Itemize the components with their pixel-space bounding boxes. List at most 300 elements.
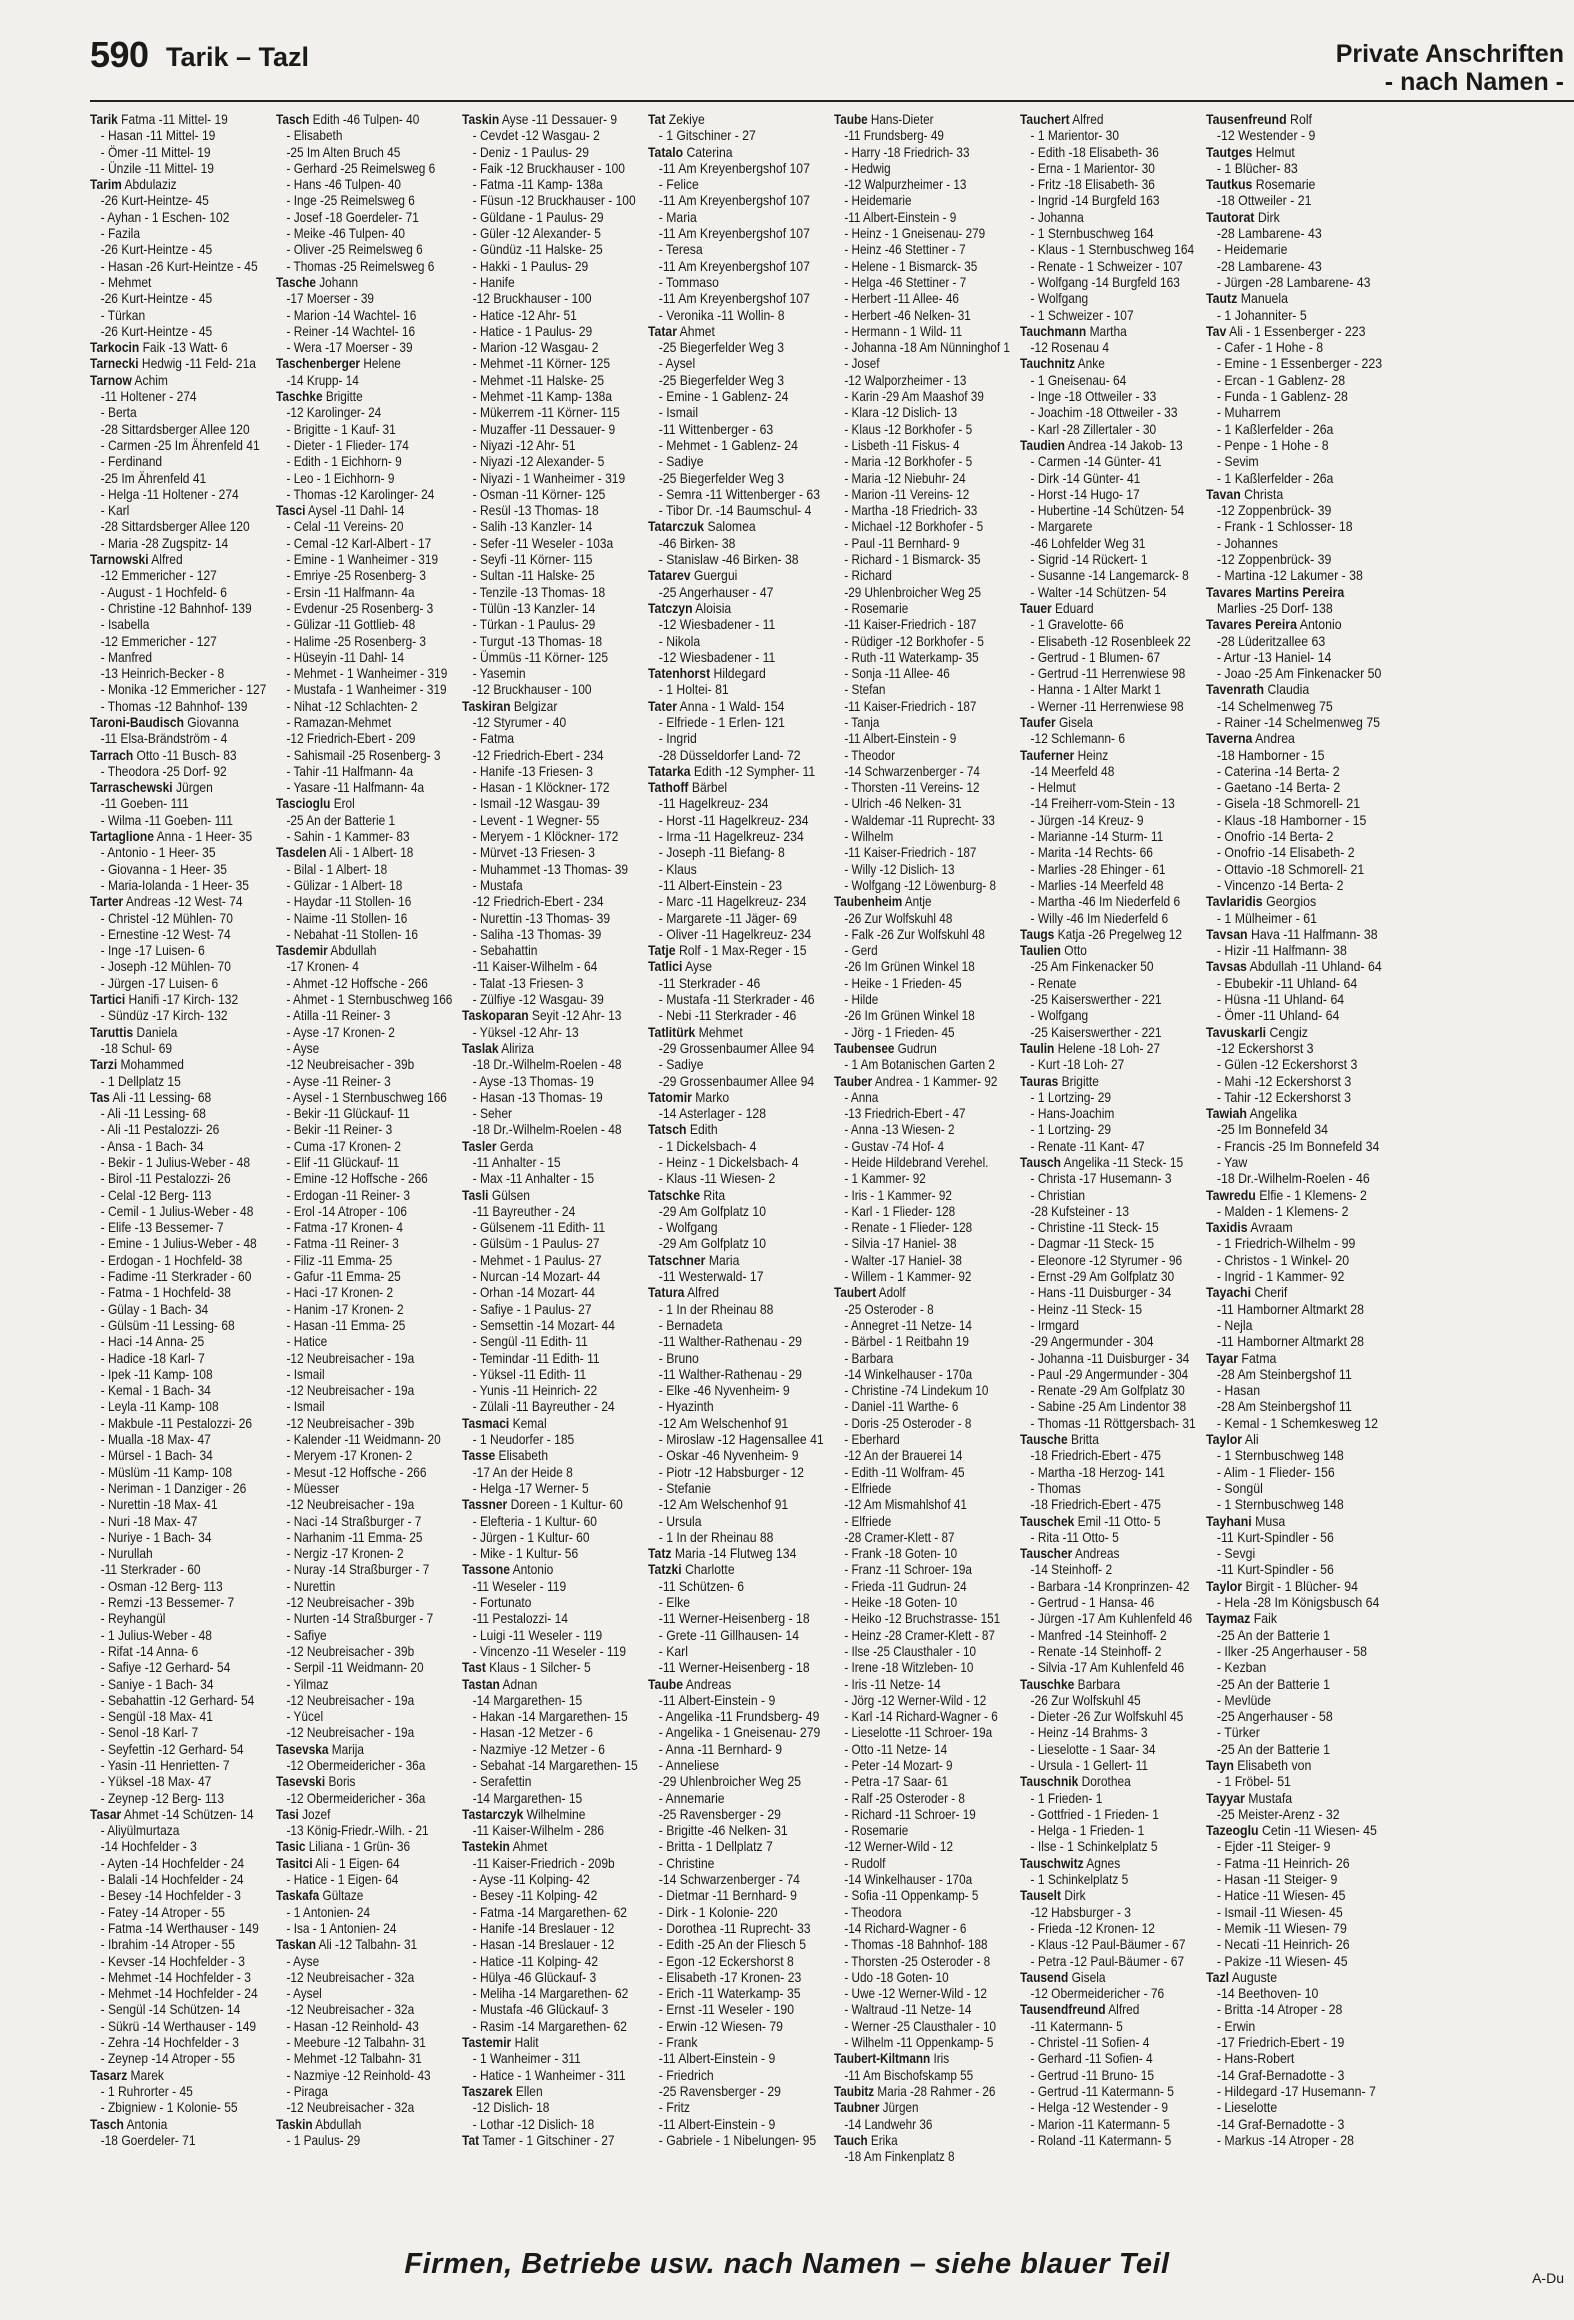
surname-entry: [1206, 1611, 1382, 1627]
sub-entry: - Dieter - 1 Flieder- 174: [286, 437, 409, 453]
sub-entry: - Ersin -11 Halfmann- 4a: [286, 584, 415, 600]
entry-detail: Mehmet: [695, 1024, 743, 1040]
surname-entry: [1020, 1074, 1196, 1090]
sub-entry: - Iris - 1 Kammer- 92: [844, 1187, 952, 1203]
sub-entry: - 1 Kaßlerfelder - 26a: [1216, 421, 1334, 437]
entry-detail: Gülsen: [488, 1187, 530, 1203]
surname: Taylor: [1206, 1432, 1243, 1448]
sub-entry: - Klaus -18 Hamborner - 15: [1216, 812, 1367, 828]
sub-entry: - Hatice: [286, 1334, 328, 1350]
sub-entry: - Elisabeth -17 Kronen- 23: [658, 1969, 802, 1985]
surname: Tauferner: [1020, 747, 1075, 763]
sub-entry: - Yasin -11 Henrietten- 7: [100, 1757, 230, 1773]
surname: Tasdemir: [276, 943, 328, 959]
sub-entry: - Mustafa: [472, 877, 523, 893]
sub-entry: -12 Wiesbadener - 11: [658, 617, 776, 633]
sub-entry: - Müslüm -11 Kamp- 108: [100, 1464, 233, 1480]
sub-entry: - Fazila: [100, 226, 141, 242]
sub-entry: - Falk -26 Zur Wolfskuhl 48: [844, 926, 985, 942]
sub-entry: - Tenzile -13 Thomas- 18: [472, 584, 606, 600]
sub-entry: - Nurettin -18 Max- 41: [100, 1497, 218, 1513]
sub-entry: -12 Zoppenbrück- 39: [1216, 552, 1332, 568]
sub-entry: - Ulrich -46 Nelken- 31: [844, 796, 962, 812]
sub-entry: - Hakan -14 Margarethen- 15: [472, 1709, 628, 1725]
sub-entry: - Hizir -11 Halfmann- 38: [1216, 943, 1347, 959]
sub-entry: - Heide Hildebrand Verehel.: [844, 1155, 989, 1170]
sub-entry: - Artur -13 Haniel- 14: [1216, 649, 1332, 665]
surname-entry: [1020, 1546, 1196, 1562]
sub-entry: - Birol -11 Pestalozzi- 26: [100, 1171, 231, 1187]
sub-entry: -28 Am Steinbergshof 11: [1216, 1366, 1352, 1382]
sub-entry: - Wilma -11 Goeben- 111: [100, 812, 233, 828]
sub-entry: - Lieselotte -11 Schroer- 19a: [844, 1725, 993, 1741]
sub-entry: - Christian: [1030, 1187, 1086, 1203]
sub-entry: - Turgut -13 Thomas- 18: [472, 633, 603, 649]
sub-entry: - Gerhard -25 Reimelsweg 6: [286, 160, 436, 176]
entry-detail: Fatma: [1237, 1350, 1277, 1366]
sub-entry: - Nurettin: [286, 1578, 336, 1594]
entry-detail: Klaus - 1 Silcher- 5: [485, 1660, 591, 1676]
sub-entry: - Heinz - 1 Gneisenau- 279: [844, 226, 986, 242]
sub-entry: -28 Cramer-Klett - 87: [844, 1529, 955, 1545]
sub-entry: - Senol -18 Karl- 7: [100, 1725, 199, 1741]
sub-entry: - Iris -11 Netze- 14: [844, 1676, 941, 1692]
entry-detail: Musa: [1251, 1513, 1286, 1529]
sub-entry: - Barbara: [844, 1350, 894, 1366]
sub-entry: - Ayse -17 Kronen- 2: [286, 1024, 395, 1040]
sub-entry: - Thorsten -25 Osteroder - 8: [844, 1953, 991, 1969]
sub-entry: -28 Sittardsberger Allee 120: [100, 519, 250, 535]
sub-entry: - 1 Lortzing- 29: [1030, 1122, 1112, 1138]
entry-detail: Dirk: [1061, 1888, 1086, 1904]
sub-entry: -14 Schwarzenberger - 74: [844, 763, 980, 779]
surname: Taxidis: [1206, 1220, 1248, 1236]
sub-entry: - Nurten -14 Straßburger - 7: [286, 1611, 434, 1627]
sub-entry: - Hubertine -14 Schützen- 54: [1030, 503, 1185, 519]
sub-entry: - Nuray -14 Straßburger - 7: [286, 1562, 430, 1578]
sub-entry: - Salih -13 Kanzler- 14: [472, 519, 593, 535]
surname-entry: [90, 715, 266, 731]
entry-detail: Maria: [705, 1252, 740, 1268]
sub-entry: - Brigitte -46 Nelken- 31: [658, 1823, 788, 1839]
sub-entry: - Annemarie: [658, 1790, 725, 1806]
sub-entry: - Antonio - 1 Heer- 35: [100, 845, 216, 861]
entry-detail: Alfred: [1105, 2002, 1140, 2018]
sub-entry: - Horst -11 Hagelkreuz- 234: [658, 812, 809, 828]
sub-entry: - Christa -17 Husemann- 3: [1030, 1171, 1172, 1187]
sub-entry: - Mehmet: [100, 274, 152, 290]
sub-entry: - Bekir - 1 Julius-Weber - 48: [100, 1155, 251, 1170]
sub-entry: - 1 Dickelsbach- 4: [658, 1138, 757, 1154]
sub-entry: -12 Obermeidericher - 76: [1030, 1986, 1165, 2002]
surname: Taskoparan: [462, 1008, 529, 1024]
surname-entry: [1206, 1579, 1382, 1595]
entry-detail: Belgizar: [510, 698, 558, 714]
sub-entry: -28 Kufsteiner - 13: [1030, 1203, 1129, 1219]
sub-entry: - Erdogan -11 Reiner- 3: [286, 1187, 411, 1203]
sub-entry: - Helga - 1 Frieden- 1: [1030, 1823, 1145, 1839]
surname: Tatlitürk: [648, 1024, 696, 1040]
sub-entry: - Udo -18 Goten- 10: [844, 1969, 949, 1985]
sub-entry: - Lieselotte - 1 Saar- 34: [1030, 1741, 1156, 1757]
surname-entry: [462, 1188, 638, 1204]
sub-entry: -12 Habsburger - 3: [1030, 1904, 1131, 1920]
sub-entry: -25 An der Batterie 1: [1216, 1741, 1331, 1757]
sub-entry: - Anna -13 Wiesen- 2: [844, 1122, 955, 1138]
sub-entry: - Temindar -11 Edith- 11: [472, 1350, 600, 1366]
sub-entry: - Meebure -12 Talbahn- 31: [286, 2035, 426, 2051]
sub-entry: - 1 Kaßlerfelder - 26a: [1216, 470, 1334, 486]
sub-entry: - Fritz: [658, 2100, 690, 2116]
sub-entry: - Ursula - 1 Gellert- 11: [1030, 1757, 1149, 1773]
sub-entry: - Inge -17 Luisen- 6: [100, 943, 205, 959]
sub-entry: - Fatma -11 Reiner- 3: [286, 1236, 399, 1252]
sub-entry: -18 Dr.-Wilhelm-Roelen - 48: [472, 1122, 622, 1138]
sub-entry: -11 Katermann- 5: [1030, 2018, 1123, 2034]
sub-entry: - Niyazi - 1 Wanheimer - 319: [472, 470, 626, 486]
sub-entry: - Eleonore -12 Styrumer - 96: [1030, 1252, 1183, 1268]
sub-entry: - Maria -12 Borkhofer - 5: [844, 454, 973, 470]
sub-entry: - Onofrio -14 Elisabeth- 2: [1216, 845, 1355, 861]
surname: Taroni-Baudisch: [90, 714, 184, 730]
surname: Tayachi: [1206, 1285, 1252, 1301]
surname: Tayn: [1206, 1757, 1234, 1773]
entry-detail: Heinz: [1074, 747, 1109, 763]
entry-detail: Dorothea: [1078, 1774, 1131, 1790]
surname-entry: [834, 2133, 1010, 2149]
surname-entry: [1020, 1155, 1196, 1171]
entry-detail: Marko: [691, 1089, 730, 1105]
sub-entry: -12 Neubreisacher - 32a: [286, 2002, 415, 2018]
surname: Tatenhorst: [648, 666, 711, 682]
sub-entry: - Joseph -11 Biefang- 8: [658, 845, 785, 861]
sub-entry: - 1 Gravelotte- 66: [1030, 617, 1124, 633]
sub-entry: - Ansa - 1 Bach- 34: [100, 1138, 204, 1154]
sub-entry: - Haydar -11 Stollen- 16: [286, 894, 412, 910]
sub-entry: - Mahi -12 Eckershorst 3: [1216, 1073, 1352, 1089]
sub-entry: - Hasan -11 Emma- 25: [286, 1317, 406, 1333]
sub-entry: - Ahmet -12 Hoffsche - 266: [286, 975, 428, 991]
entry-detail: Ali -12 Talbahn- 31: [315, 1937, 418, 1953]
surname-entry: [648, 959, 824, 975]
sub-entry: - Nergiz -17 Kronen- 2: [286, 1546, 404, 1562]
surname-entry: [90, 2117, 266, 2133]
sub-entry: - Aysel: [286, 1986, 322, 2002]
surname-entry: [462, 2035, 638, 2051]
sub-entry: - Bekir -11 Reiner- 3: [286, 1122, 393, 1138]
sub-entry: -14 Hochfelder - 3: [100, 1839, 197, 1855]
surname: Tassner: [462, 1497, 508, 1513]
sub-entry: - Kalender -11 Weidmann- 20: [286, 1432, 441, 1448]
sub-entry: - Mustafa -11 Sterkrader - 46: [658, 992, 815, 1008]
surname-entry: [462, 699, 638, 715]
sub-entry: - Thorsten -11 Vereins- 12: [844, 780, 980, 796]
sub-entry: -11 Kaiser-Wilhelm - 286: [472, 1823, 605, 1839]
sub-entry: - Celal -11 Vereins- 20: [286, 519, 404, 535]
sub-entry: - Christine -11 Steck- 15: [1030, 1220, 1159, 1236]
sub-entry: -11 Werner-Heisenberg - 18: [658, 1660, 810, 1676]
sub-entry: - Ferdinand: [100, 454, 163, 470]
surname: Taszarek: [462, 2083, 513, 2099]
sub-entry: - Zülfiye -12 Wasgau- 39: [472, 992, 604, 1008]
sub-entry: - Heidemarie: [1216, 242, 1288, 258]
sub-entry: - Saniye - 1 Bach- 34: [100, 1676, 214, 1692]
sub-entry: - August - 1 Hochfeld- 6: [100, 584, 227, 600]
sub-entry: - Meike -46 Tulpen- 40: [286, 226, 405, 242]
surname: Tausche: [1020, 1432, 1068, 1448]
sub-entry: - Serpil -11 Weidmann- 20: [286, 1660, 424, 1676]
sub-entry: - Ramazan-Mehmet: [286, 714, 392, 730]
surname-entry: [462, 1448, 638, 1464]
sub-entry: - Levent - 1 Wegner- 55: [472, 812, 600, 828]
sub-entry: - Evdenur -25 Rosenberg- 3: [286, 600, 434, 616]
sub-entry: - Anna -11 Bernhard- 9: [658, 1741, 783, 1757]
sub-entry: - Hasan -12 Reinhold- 43: [286, 2018, 419, 2034]
entry-detail: Ayse: [682, 959, 713, 975]
entry-detail: Andrea - 1 Kammer- 92: [872, 1073, 998, 1089]
sub-entry: -11 Anhalter - 15: [472, 1155, 561, 1170]
sub-entry: - Ilse - 1 Schinkelplatz 5: [1030, 1839, 1158, 1855]
entry-detail: Cherif: [1251, 1285, 1288, 1301]
sub-entry: - Yücel: [286, 1709, 324, 1725]
surname: Tayyar: [1206, 1790, 1245, 1806]
entry-detail: Britta: [1067, 1432, 1099, 1448]
sub-entry: - Jörg -12 Werner-Wild - 12: [844, 1692, 987, 1708]
sub-entry: - Thomas -12 Karolinger- 24: [286, 486, 435, 502]
surname: Tauchmann: [1020, 323, 1087, 339]
sub-entry: -28 Sittardsberger Allee 120: [100, 421, 250, 437]
surname: Tasch: [90, 2116, 124, 2132]
surname-entry: [648, 1122, 824, 1138]
entry-detail: Gerda: [496, 1138, 534, 1154]
sub-entry: - Besey -11 Kolping- 42: [472, 1888, 598, 1904]
surname: Taudien: [1020, 437, 1065, 453]
sub-entry: - Vincenzo -14 Berta- 2: [1216, 877, 1344, 893]
sub-entry: - Edith -18 Elisabeth- 36: [1030, 144, 1159, 160]
sub-entry: -17 Moerser - 39: [286, 291, 375, 307]
surname-entry: [648, 1677, 824, 1693]
sub-entry: -14 Schwarzenberger - 74: [658, 1872, 800, 1888]
sub-entry: - Safiye - 1 Paulus- 27: [472, 1301, 592, 1317]
sub-entry: - Carmen -25 Im Ährenfeld 41: [100, 437, 260, 453]
surname: Tavlaridis: [1206, 894, 1263, 910]
sub-entry: - Ibrahim -14 Atroper - 55: [100, 1937, 235, 1953]
sub-entry: -11 Albert-Einstein - 9: [658, 2116, 776, 2132]
sub-entry: - Max -11 Anhalter - 15: [472, 1171, 595, 1187]
sub-entry: - Sebahat -14 Margarethen- 15: [472, 1757, 638, 1773]
entry-detail: Elfie - 1 Klemens- 2: [1255, 1187, 1367, 1203]
entry-detail: Andrea -14 Jakob- 13: [1064, 437, 1183, 453]
sub-entry: - Silvia -17 Haniel- 38: [844, 1236, 957, 1252]
sub-entry: - Ernst -29 Am Golfplatz 30: [1030, 1269, 1175, 1285]
entry-detail: Anna - 1 Wald- 154: [676, 698, 785, 714]
entry-detail: Ali - 1 Essenberger - 223: [1226, 323, 1366, 339]
sub-entry: - Fatey -14 Atroper - 55: [100, 1904, 225, 1920]
sub-entry: - Cemal -12 Karl-Albert - 17: [286, 535, 432, 551]
surname: Taslak: [462, 1040, 499, 1056]
sub-entry: - Sonja -11 Allee- 46: [844, 666, 950, 682]
sub-entry: -11 Kaiser-Friedrich - 209b: [472, 1855, 615, 1871]
sub-entry: - Elisabeth -12 Rosenbleek 22: [1030, 633, 1191, 649]
sub-entry: - Gertrud -11 Katermann- 5: [1030, 2083, 1174, 2099]
surname-entry: [90, 992, 266, 1008]
sub-entry: - Piotr -12 Habsburger - 12: [658, 1464, 804, 1480]
sub-entry: - Hatice -11 Kolping- 42: [472, 1953, 599, 1969]
sub-entry: - Renate -11 Kant- 47: [1030, 1138, 1145, 1154]
surname-entry: [276, 943, 452, 959]
entry-detail: Ahmet: [509, 1839, 548, 1855]
surname-entry: [1020, 1774, 1196, 1790]
sub-entry: - Elife -13 Bessemer- 7: [100, 1220, 224, 1236]
sub-entry: - Angelika -11 Frundsberg- 49: [658, 1709, 820, 1725]
sub-entry: - Ernst -11 Weseler - 190: [658, 2002, 795, 2018]
sub-entry: - Hülya -46 Glückauf- 3: [472, 1969, 597, 1985]
sub-entry: -11 Am Kreyenbergshof 107: [658, 291, 810, 307]
sub-entry: - Helene - 1 Bismarck- 35: [844, 258, 978, 274]
surname: Tautges: [1206, 144, 1253, 160]
entry-detail: Gudrun: [894, 1040, 937, 1056]
surname-entry: [648, 112, 824, 128]
surname-entry: [1020, 1856, 1196, 1872]
sub-entry: - Theodor: [844, 747, 895, 763]
surname-entry: [1206, 112, 1382, 128]
sub-entry: - Emine - 1 Wanheimer - 319: [286, 552, 439, 568]
sub-entry: -11 Albert-Einstein - 9: [844, 209, 957, 225]
sub-entry: - Stanislaw -46 Birken- 38: [658, 552, 799, 568]
sub-entry: -12 Am Welschenhof 91: [658, 1497, 789, 1513]
surname: Tavares Martins Pereira: [1206, 584, 1345, 600]
sub-entry: - Joseph -12 Mühlen- 70: [100, 959, 231, 975]
sub-entry: - Funda - 1 Gablenz- 28: [1216, 389, 1348, 405]
sub-entry: - Hans-Joachim: [1030, 1106, 1115, 1122]
sub-entry: - Barbara -14 Kronprinzen- 42: [1030, 1578, 1190, 1594]
sub-entry: - Carmen -14 Günter- 41: [1030, 454, 1162, 470]
surname-entry: [834, 894, 1010, 910]
surname: Tauschke: [1020, 1676, 1075, 1692]
sub-entry: - Grete -11 Gillhausen- 14: [658, 1627, 799, 1643]
surname-entry: [90, 373, 266, 389]
sub-entry: - Alim - 1 Flieder- 156: [1216, 1464, 1335, 1480]
sub-entry: - Elfriede: [844, 1480, 892, 1496]
sub-entry: - Elke -46 Nyvenheim- 9: [658, 1383, 790, 1399]
directory-column: [1020, 112, 1196, 2212]
surname-entry: [648, 1025, 824, 1041]
surname: Tasarz: [90, 2067, 128, 2083]
surname: Tauer: [1020, 600, 1052, 616]
entry-detail: Tamer - 1 Gitschiner - 27: [479, 2132, 615, 2148]
sub-entry: - Tommaso: [658, 274, 719, 290]
surname-entry: [648, 1090, 824, 1106]
directory-column: [462, 112, 638, 2212]
sub-entry: - Hans-Robert: [1216, 2051, 1295, 2067]
surname: Taubert-Kiltmann: [834, 2051, 931, 2067]
surname-entry: [90, 356, 266, 372]
sub-entry: - Hasan -12 Metzer - 6: [472, 1725, 593, 1741]
sub-entry: - Elfriede - 1 Erlen- 121: [658, 714, 785, 730]
sub-entry: - Klaus - 1 Sternbuschweg 164: [1030, 242, 1195, 258]
entry-detail: Antonio: [1296, 617, 1342, 633]
sub-entry: -11 Sterkrader - 46: [658, 975, 761, 991]
entry-detail: Cengiz: [1266, 1024, 1308, 1040]
page-number: 590: [90, 34, 149, 75]
sub-entry: - Hasan -11 Mittel- 19: [100, 128, 216, 144]
sub-entry: - Erdogan - 1 Hochfeld- 38: [100, 1252, 243, 1268]
sub-entry: - Thomas -18 Bahnhof- 188: [844, 1937, 988, 1953]
sub-entry: - Felice: [658, 177, 699, 193]
sub-entry: - Johannes: [1216, 535, 1278, 551]
surname-entry: [90, 1057, 266, 1073]
entry-detail: Rolf: [1286, 112, 1312, 127]
sub-entry: -29 Uhlenbroicher Weg 25: [658, 1774, 802, 1790]
sub-entry: - Bernadeta: [658, 1317, 723, 1333]
sub-entry: - Rita -11 Otto- 5: [1030, 1529, 1119, 1545]
sub-entry: - Semra -11 Wittenberger - 63: [658, 486, 821, 502]
sub-entry: - Emine - 1 Gablenz- 24: [658, 389, 789, 405]
sub-entry: - Aysel: [658, 356, 696, 372]
entry-detail: Johann: [315, 274, 359, 290]
surname: Tast: [462, 1660, 486, 1676]
surname: Tasse: [462, 1448, 496, 1464]
sub-entry: -12 Neubreisacher - 19a: [286, 1383, 415, 1399]
sub-entry: -12 Neubreisacher - 39b: [286, 1643, 415, 1659]
surname-entry: [1206, 1432, 1382, 1448]
sub-entry: - Mehmet - 1 Paulus- 27: [472, 1252, 602, 1268]
entry-detail: Iris: [930, 2051, 950, 2067]
sub-entry: -11 Am Kreyenbergshof 107: [658, 193, 810, 209]
surname: Tauber: [834, 1073, 873, 1089]
sub-entry: - Elif -11 Glückauf- 11: [286, 1155, 400, 1170]
sub-entry: - Anneliese: [658, 1757, 720, 1773]
sub-entry: - Orhan -14 Mozart- 44: [472, 1285, 595, 1301]
sub-entry: - Thomas -11 Röttgersbach- 31: [1030, 1415, 1196, 1431]
sub-entry: -18 Dr.-Wilhelm-Roelen - 46: [1216, 1171, 1370, 1187]
sub-entry: - Ercan - 1 Gablenz- 28: [1216, 372, 1346, 388]
sub-entry: -11 Albert-Einstein - 9: [844, 731, 957, 747]
sub-entry: -12 Emmericher - 127: [100, 568, 217, 584]
sub-entry: - Talat -13 Friesen- 3: [472, 975, 584, 991]
sub-entry: - 1 In der Rheinau 88: [658, 1301, 774, 1317]
surname: Taube: [834, 112, 868, 127]
sub-entry: -12 Friedrich-Ebert - 234: [472, 747, 604, 763]
entry-detail: Alfred: [1069, 112, 1104, 127]
sub-entry: - Christel -12 Mühlen- 70: [100, 910, 233, 926]
surname-entry: [1020, 1677, 1196, 1693]
sub-entry: - 1 Blücher- 83: [1216, 160, 1298, 176]
sub-entry: - Wolfgang: [658, 1220, 718, 1236]
sub-entry: - Besey -14 Hochfelder - 3: [100, 1888, 241, 1904]
sub-entry: - Inge -18 Ottweiler - 33: [1030, 389, 1157, 405]
surname-entry: [276, 845, 452, 861]
sub-entry: - Cevdet -12 Wasgau- 2: [472, 128, 600, 144]
sub-entry: -28 Lambarene- 43: [1216, 226, 1322, 242]
sub-entry: - Walter -14 Schützen- 54: [1030, 584, 1167, 600]
sub-entry: - Wolfgang -12 Löwenburg- 8: [844, 877, 997, 893]
sub-entry: -11 Albert-Einstein - 23: [658, 877, 783, 893]
sub-entry: - 1 Schinkelplatz 5: [1030, 1872, 1129, 1888]
entry-detail: Emil -11 Otto- 5: [1074, 1513, 1161, 1529]
surname-entry: [1206, 1970, 1382, 1986]
surname-entry: [1206, 1106, 1382, 1122]
sub-entry: - Klaus -12 Paul-Bäumer - 67: [1030, 1937, 1186, 1953]
sub-entry: -12 Neubreisacher - 19a: [286, 1350, 415, 1366]
surname-entry: [1206, 894, 1382, 910]
sub-entry: -12 Neubreisacher - 19a: [286, 1692, 415, 1708]
sub-entry: -14 Landwehr 36: [844, 2116, 933, 2132]
sub-entry: - Helmut: [1030, 780, 1076, 796]
sub-entry: - Oskar -46 Nyvenheim- 9: [658, 1448, 799, 1464]
sub-entry: - Joachim -18 Ottweiler - 33: [1030, 405, 1178, 421]
sub-entry: - Mustafa -46 Glückauf- 3: [472, 2002, 609, 2018]
